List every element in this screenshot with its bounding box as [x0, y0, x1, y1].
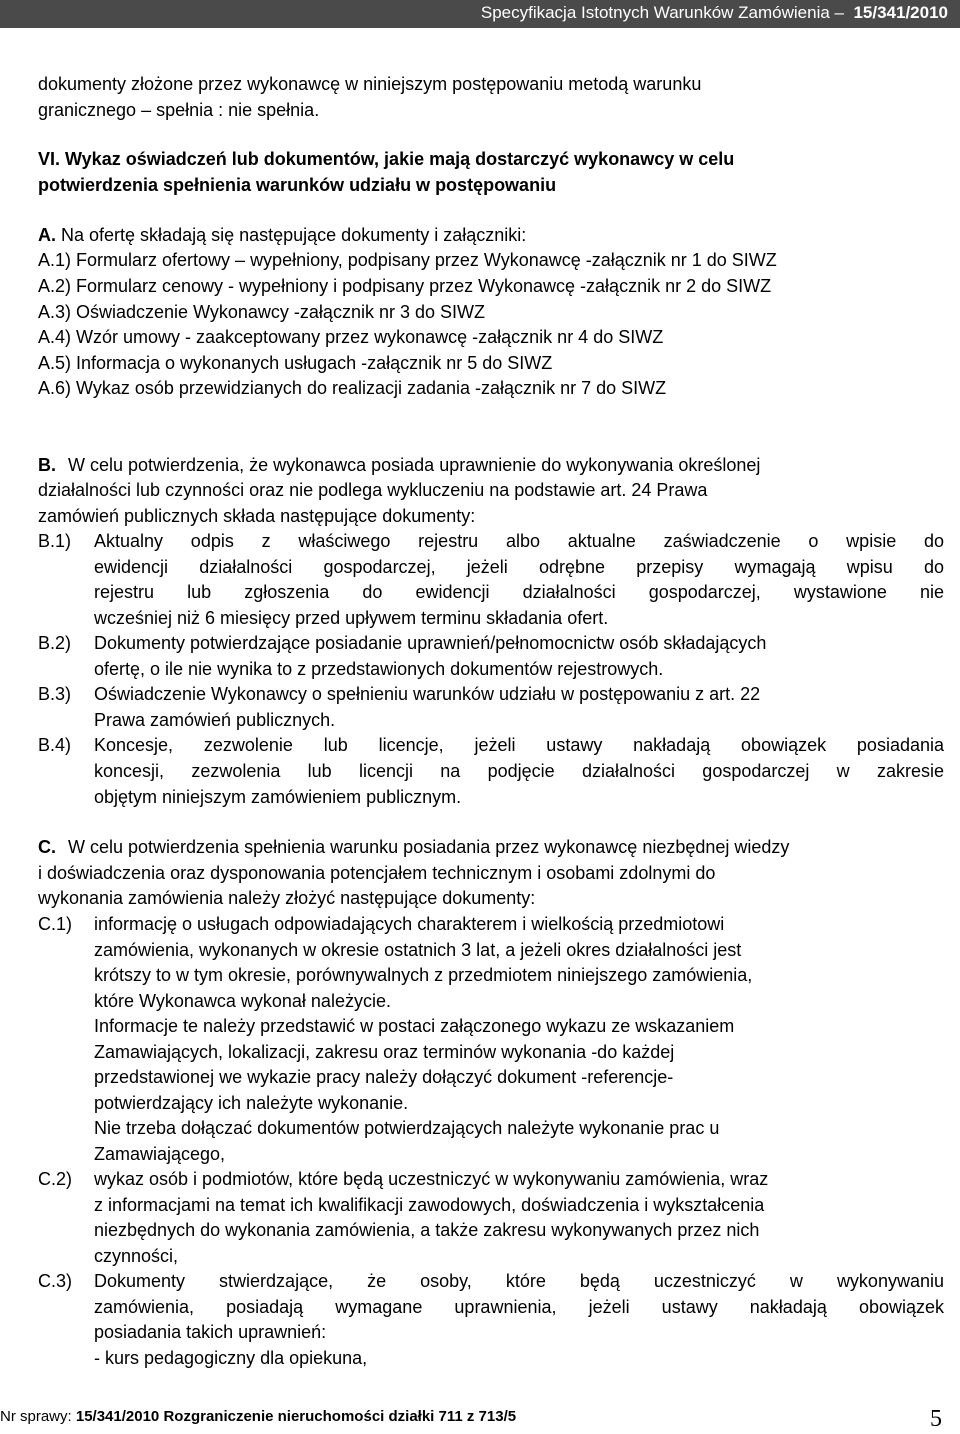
item-number: C.2)	[38, 1169, 73, 1189]
item-line: ofertę, o ile nie wynika to z przedstawionych dokumentów rejestrowych.	[94, 659, 664, 679]
item-line: zamówienia, wykonanych w okresie ostatnich 3 lat, a jeżeli okres działalności jest	[94, 940, 742, 960]
item-line: ewidencji działalności gospodarczej, jeżeli odrębne przepisy wymagają wpisu do	[94, 557, 944, 577]
item-line: wcześniej niż 6 miesięcy przed upływem terminu składania ofert.	[94, 608, 609, 628]
intro-line-2: granicznego – spełnia : nie spełnia.	[38, 100, 320, 120]
item-number: B.4)	[38, 735, 72, 755]
item-line: które Wykonawca wykonał należycie.	[94, 991, 391, 1011]
section-a-item: A.6) Wykaz osób przewidzianych do realizacji zadania -załącznik nr 7 do SIWZ	[38, 378, 667, 398]
section-a-item: A.1) Formularz ofertowy – wypełniony, podpisany przez Wykonawcę -załącznik nr 1 do SIWZ	[38, 250, 777, 270]
item-number: C.3)	[38, 1271, 73, 1291]
item-line: z informacjami na temat ich kwalifikacji zawodowych, doświadczenia i wykształcenia	[94, 1195, 765, 1215]
section-a-heading: A. Na ofertę składają się następujące dokumenty i załączniki:	[38, 225, 527, 245]
item-line: Dokumenty stwierdzające, że osoby, które będą uczestniczyć w wykonywaniu	[94, 1271, 944, 1291]
item-line: Nie trzeba dołączać dokumentów potwierdzających należyte wykonanie prac u	[94, 1118, 720, 1138]
section-b-label: B.	[38, 455, 56, 475]
item-line: Informacje te należy przedstawić w postaci załączonego wykazu ze wskazaniem	[94, 1016, 735, 1036]
item-line: Aktualny odpis z właściwego rejestru albo aktualne zaświadczenie o wpisie do	[94, 531, 944, 551]
section-c-intro-1: W celu potwierdzenia spełnienia warunku posiadania przez wykonawcę niezbędnej wiedzy	[68, 837, 790, 857]
item-line: Oświadczenie Wykonawcy o spełnieniu warunków udziału w postępowaniu z art. 22	[94, 684, 761, 704]
section-b-intro-3: zamówień publicznych składa następujące dokumenty:	[38, 506, 476, 526]
section-a-item: A.2) Formularz cenowy - wypełniony i podpisany przez Wykonawcę -załącznik nr 2 do SIWZ	[38, 276, 772, 296]
page-footer: Nr sprawy: 15/341/2010 Rozgraniczenie nieruchomości działki 711 z 713/5	[0, 1408, 517, 1425]
header-title: Specyfikacja Istotnych Warunków Zamówienia – 15/341/2010	[480, 3, 948, 22]
page-header	[0, 0, 960, 28]
item-line: czynności,	[94, 1246, 179, 1266]
item-line: posiadania takich uprawnień:	[94, 1322, 327, 1342]
item-line: Zamawiających, lokalizacji, zakresu oraz terminów wykonania -do każdej	[94, 1042, 675, 1062]
section-c-intro-2: i doświadczenia oraz dysponowania potencjałem technicznym i osobami zdolnymi do	[38, 863, 716, 883]
item-line: wykaz osób i podmiotów, które będą uczestniczyć w wykonywaniu zamówienia, wraz	[94, 1169, 769, 1189]
item-line: Koncesje, zezwolenie lub licencje, jeżeli ustawy nakładają obowiązek posiadania	[94, 735, 944, 755]
item-line: przedstawionej we wykazie pracy należy dołączyć dokument -referencje-	[94, 1067, 674, 1087]
section-a-item: A.4) Wzór umowy - zaakceptowany przez wykonawcę -załącznik nr 4 do SIWZ	[38, 327, 664, 347]
item-line: koncesji, zezwolenia lub licencji na podjęcie działalności gospodarczej w zakresie	[94, 761, 944, 781]
item-line: potwierdzający ich należyte wykonanie.	[94, 1093, 409, 1113]
section-vi-title-1: VI. Wykaz oświadczeń lub dokumentów, jakie mają dostarczyć wykonawcy w celu	[38, 149, 735, 169]
section-b-intro-2: działalności lub czynności oraz nie podlega wykluczeniu na podstawie art. 24 Prawa	[38, 480, 708, 500]
item-line: informację o usługach odpowiadających charakterem i wielkością przedmiotowi	[94, 914, 725, 934]
page-number: 5	[930, 1406, 942, 1432]
item-line: Prawa zamówień publicznych.	[94, 710, 336, 730]
section-a-item: A.5) Informacja o wykonanych usługach -załącznik nr 5 do SIWZ	[38, 353, 553, 373]
item-number: C.1)	[38, 914, 73, 934]
item-line: rejestru lub zgłoszenia do ewidencji działalności gospodarczej, wystawione nie	[94, 582, 944, 602]
section-c-label: C.	[38, 837, 56, 857]
item-number: B.3)	[38, 684, 72, 704]
section-c-intro-3: wykonania zamówienia należy złożyć następujące dokumenty:	[38, 888, 536, 908]
item-line: Zamawiającego,	[94, 1144, 226, 1164]
section-a-item: A.3) Oświadczenie Wykonawcy -załącznik nr 3 do SIWZ	[38, 302, 485, 322]
intro-line-1: dokumenty złożone przez wykonawcę w niniejszym postępowaniu metodą warunku	[38, 74, 702, 94]
item-line: zamówienia, posiadają wymagane uprawnienia, jeżeli ustawy nakładają obowiązek	[94, 1297, 944, 1317]
item-number: B.1)	[38, 531, 72, 551]
item-number: B.2)	[38, 633, 72, 653]
section-vi-title-2: potwierdzenia spełnienia warunków udziału w postępowaniu	[38, 175, 557, 195]
item-line: Dokumenty potwierdzające posiadanie uprawnień/pełnomocnictw osób składających	[94, 633, 767, 653]
section-b-intro-1: W celu potwierdzenia, że wykonawca posiada uprawnienie do wykonywania określonej	[68, 455, 761, 475]
item-line: - kurs pedagogiczny dla opiekuna,	[94, 1348, 368, 1368]
item-line: krótszy to w tym okresie, porównywalnych z przedmiotem niniejszego zamówienia,	[94, 965, 753, 985]
item-line: objętym niniejszym zamówieniem publicznym.	[94, 787, 462, 807]
item-line: niezbędnych do wykonania zamówienia, a także zakresu wykonywanych przez nich	[94, 1220, 760, 1240]
